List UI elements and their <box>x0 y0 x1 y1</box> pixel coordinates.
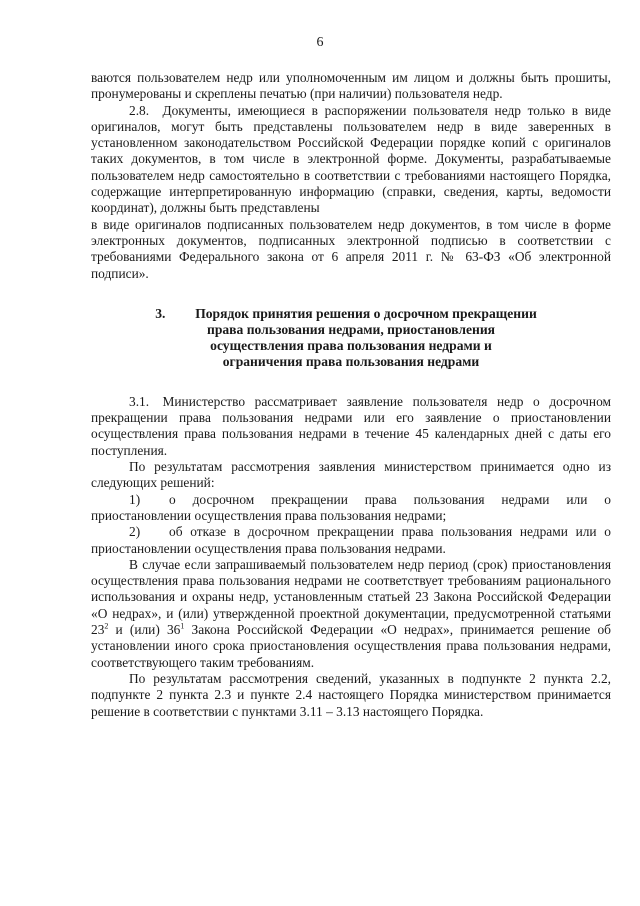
paragraph-other-term-part-b: и (или) 36 <box>108 622 181 638</box>
paragraph-3-1: 3.1. Министерство рассматривает заявление пользователя недр о досрочном прекращении права пользования недрами или его заявление о приостановлении осуществления права пользования недрами в течение 45 календарных дней с даты его поступления. <box>91 393 611 458</box>
page-number: 6 <box>316 35 324 50</box>
list-item-2-number: 2) <box>129 524 141 540</box>
list-item-1-text: о досрочном прекращении права пользования недрами или о приостановлении осуществления права пользования недрами; <box>91 491 611 523</box>
list-item-1 <box>91 492 611 525</box>
paragraph-final: По результатам рассмотрения сведений, указанных в подпункте 2 пункта 2.2, подпункте 2 пункта 2.3 и пункте 2.4 настоящего Порядка министерством принимается решение в соответствии с пунктами 3.11 – 3.13 настоящего Порядка. <box>91 670 611 719</box>
list-item-2 <box>91 524 611 557</box>
paragraph-2-8: 2.8. Документы, имеющиеся в распоряжении пользователя недр только в виде оригиналов, могут быть представлены пользователем недр в виде заверенных в установленном законодательством Российской Федерации порядке копий с оригиналов таких документов, в том числе в электронной форме. Документы, разрабатываемые пользователем недр самостоятельно в соответствии с требованиями настоящего Порядка, содержащие интерпретированную информацию (справки, сведения, карты, ведомости координат), должны быть представлены <box>91 102 611 216</box>
superscript-1: 1 <box>180 621 185 631</box>
paragraph-other-term <box>91 557 611 671</box>
list-item-2-text: об отказе в досрочном прекращении права пользования недрами или о приостановлении осуществления права пользования недрами. <box>91 524 611 556</box>
section-number: 3. <box>155 305 166 321</box>
paragraph-decisions-intro: По результатам рассмотрения заявления министерством принимается одно из следующих решений: <box>91 459 611 491</box>
section-heading <box>91 306 611 370</box>
section-heading-line-1 <box>91 306 611 322</box>
paragraph-continuation: ваются пользователем недр или уполномоченным им лицом и должны быть прошиты, пронумерованы и скреплены печатью (при наличии) пользователя недр. <box>91 70 611 102</box>
paragraph-other-term-part-c: Закона Российской Федерации «О недрах», принимается решение об установлении иного срока приостановления осуществления права пользования недрами, соответствующего таким требованиям. <box>91 622 611 670</box>
paragraph-2-8-continued: в виде оригиналов подписанных пользователем недр документов, в том числе в форме электронных документов, подписанных электронной подписью в соответствии с требованиями Федерального закона от 6 апреля 2011 г. № 63-ФЗ «Об электронной подписи». <box>91 216 611 281</box>
document-body <box>91 70 611 720</box>
section-title-line-1: Порядок принятия решения о досрочном прекращении <box>195 305 537 321</box>
section-title-line-2: права пользования недрами, приостановления <box>206 321 496 337</box>
section-title-line-3: осуществления права пользования недрами и <box>210 337 492 353</box>
paragraph-other-term-part-a: В случае если запрашиваемый пользователем недр период (срок) приостановления осуществления права пользования недрами не соответствует требованиям рационального использования и охраны недр, установленным статьей 23 Закона Российской Федерации «О недрах», и (или) утвержденной проектной документации, предусмотренной статьями 23 <box>91 556 611 638</box>
section-title-line-4: ограничения права пользования недрами <box>222 353 480 369</box>
list-item-1-number: 1) <box>129 491 141 507</box>
superscript-2: 2 <box>104 621 109 631</box>
